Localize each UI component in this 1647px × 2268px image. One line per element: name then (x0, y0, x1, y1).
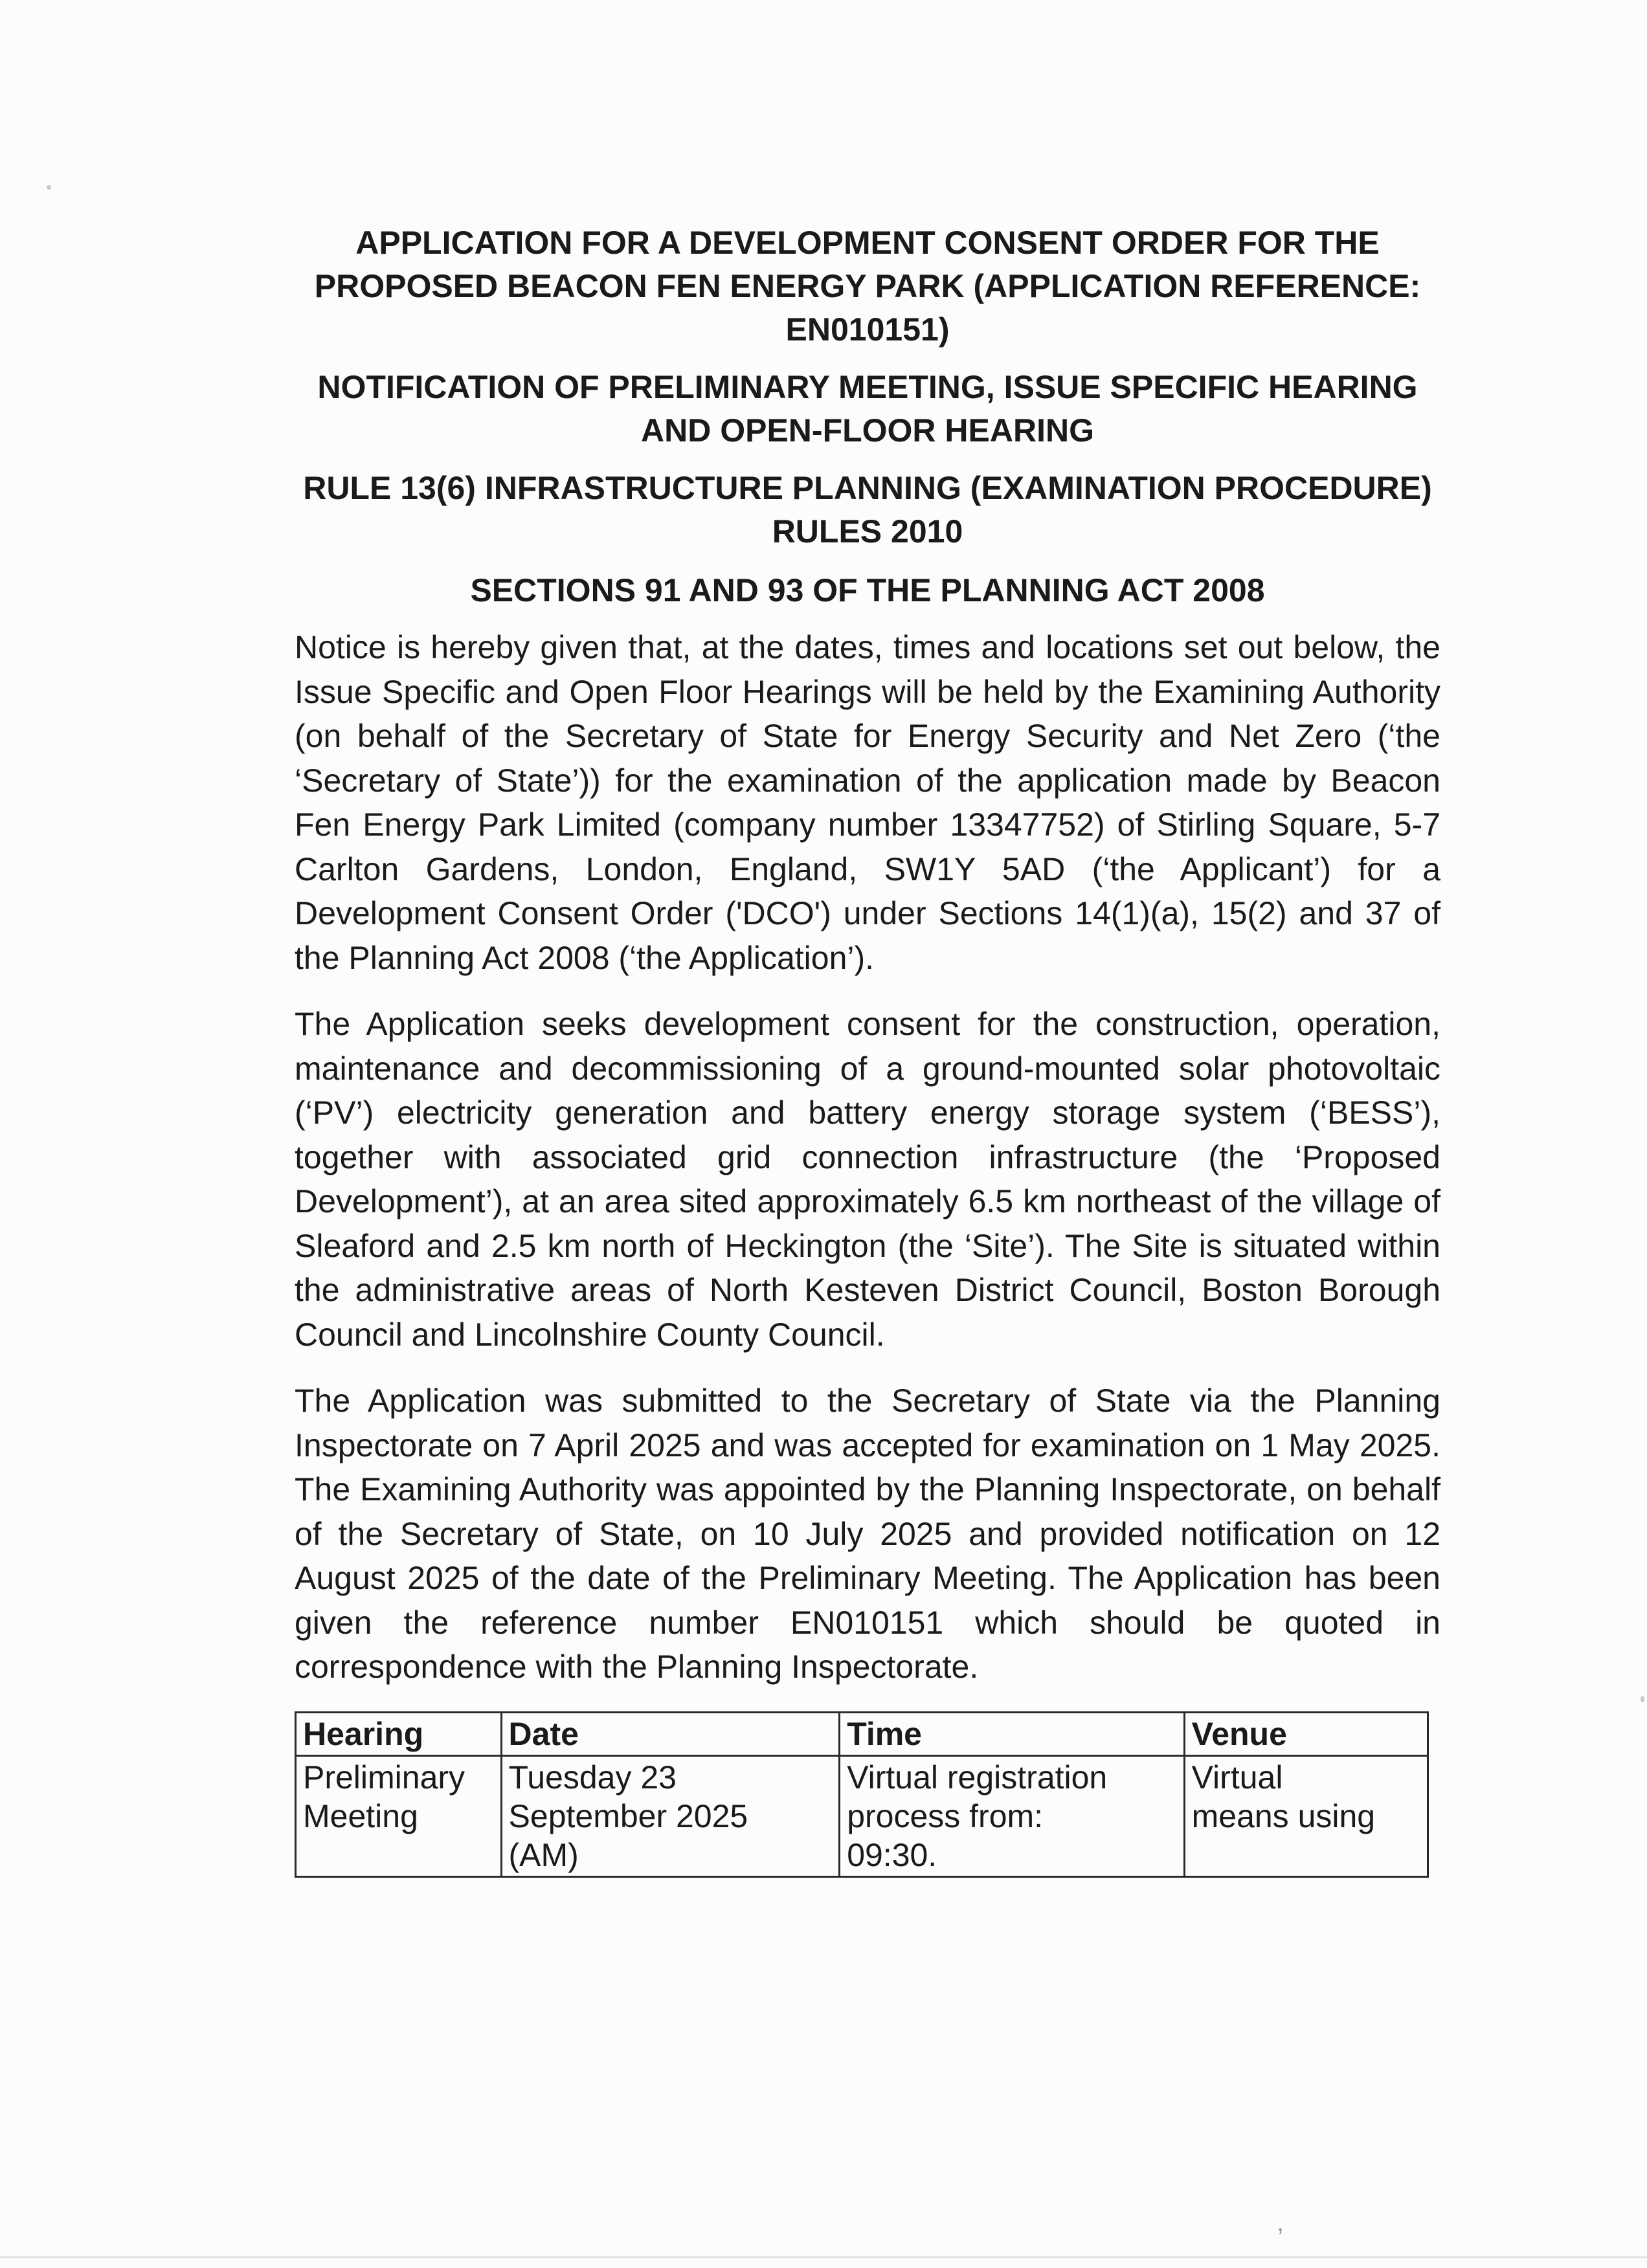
cell-time (840, 1755, 1184, 1876)
notice-paragraph: Notice is hereby given that, at the dates, times and locations set out below, the Issue Specific and Open Floor Hearings will be held by the Examining Authority (on behalf of the Secretary of State for Energy Security and Net Zero (‘the ‘Secretary of State’)) for the examination of the application made by Beacon Fen Energy Park Limited (company number 13347752) of Stirling Square, 5-7 Carlton Gardens, London, England, SW1Y 5AD (‘the Applicant’) for a Development Consent Order ('DCO') under Sections 14(1)(a), 15(2) and 37 of the Planning Act 2008 (‘the Application’). (295, 629, 1440, 976)
hearings-table (295, 1711, 1429, 1878)
cell-text: means using (1191, 1797, 1376, 1834)
cell-text: Preliminary (303, 1759, 465, 1796)
page-edge-shadow (0, 2256, 1647, 2258)
cell-text: Virtual (1191, 1759, 1283, 1796)
scan-speck (1641, 1696, 1644, 1702)
application-description-paragraph: The Application seeks development consent for the construction, operation, maintenance and decommissioning of a ground-mounted solar photovoltaic (‘PV’) electricity generation and battery energy storage system (‘BESS’), together with associated grid connection infrastructure (the ‘Proposed Development’), at an area sited approximately 6.5 km northeast of the village of Sleaford and 2.5 km north of Heckington (the ‘Site’). The Site is situated within the administrative areas of North Kesteven District Council, Boston Borough Council and Lincolnshire County Council. (295, 1006, 1440, 1353)
scan-speck (47, 185, 51, 190)
header-time: Time (840, 1712, 1184, 1755)
cell-text: process from: (847, 1797, 1044, 1834)
sections-heading: SECTIONS 91 AND 93 OF THE PLANNING ACT 2008 (470, 572, 1265, 608)
cell-hearing (296, 1755, 502, 1876)
cell-text: September 2025 (508, 1797, 748, 1834)
header-venue: Venue (1184, 1712, 1428, 1755)
cell-text: 09:30. (847, 1836, 937, 1873)
cell-date (501, 1755, 840, 1876)
document-title: APPLICATION FOR A DEVELOPMENT CONSENT ORDER FOR THE PROPOSED BEACON FEN ENERGY PARK (APPLICATION REFERENCE: EN010151) (314, 225, 1421, 348)
cell-text: Virtual registration (847, 1759, 1108, 1796)
cell-text: Tuesday 23 (508, 1759, 677, 1796)
header-hearing: Hearing (296, 1712, 502, 1755)
document-body (295, 221, 1440, 1878)
scan-mark: , (1277, 2208, 1284, 2237)
cell-text: Meeting (303, 1797, 418, 1834)
submission-paragraph: The Application was submitted to the Secretary of State via the Planning Inspectorate on 7 April 2025 and was accepted for examination on 1 May 2025. The Examining Authority was appointed by the Planning Inspectorate, on behalf of the Secretary of State, on 10 July 2025 and provided notification on 12 August 2025 of the date of the Preliminary Meeting. The Application has been given the reference number EN010151 which should be quoted in correspondence with the Planning Inspectorate. (295, 1383, 1440, 1685)
table-row (296, 1755, 1428, 1876)
rule-heading: RULE 13(6) INFRASTRUCTURE PLANNING (EXAMINATION PROCEDURE) RULES 2010 (303, 470, 1432, 550)
cell-venue (1184, 1755, 1428, 1876)
header-date: Date (501, 1712, 840, 1755)
notice-heading: NOTIFICATION OF PRELIMINARY MEETING, ISSUE SPECIFIC HEARING AND OPEN-FLOOR HEARING (317, 369, 1418, 449)
table-header-row (296, 1712, 1428, 1755)
cell-text: (AM) (508, 1836, 579, 1873)
